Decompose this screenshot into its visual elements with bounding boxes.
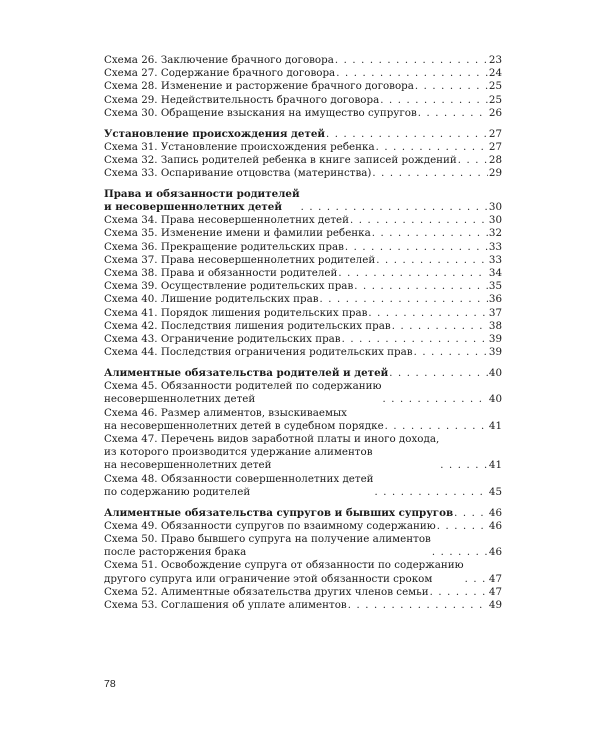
toc-entry[interactable]	[104, 380, 502, 406]
toc-entry-page: 23	[488, 54, 502, 66]
dot-leader	[338, 267, 488, 280]
toc-section-heading[interactable]	[104, 367, 502, 380]
toc-entry-page: 29	[488, 167, 502, 180]
toc-entry-title: Схема 30. Обращение взыскания на имущество супругов	[104, 106, 417, 119]
dot-leader	[415, 80, 488, 93]
toc-entry-title: Схема 49. Обязанности супругов по взаимному содержанию	[104, 519, 436, 532]
toc-entry[interactable]	[104, 94, 502, 107]
section-heading-title: Установление происхождения детей	[104, 127, 326, 140]
toc-entry-title: Схема 26. Заключение брачного договора	[104, 54, 334, 66]
toc-entry-page: 30	[488, 214, 502, 227]
table-of-contents	[104, 54, 502, 620]
dot-leader	[392, 320, 488, 333]
toc-entry[interactable]	[104, 307, 502, 320]
toc-entry-page: 27	[488, 140, 502, 153]
toc-entry-title: Схема 50. Право бывшего супруга на получение алиментов после расторжения брака	[104, 532, 431, 559]
section-heading-title: Алиментные обязательства родителей и детей	[104, 366, 389, 379]
toc-entry[interactable]	[104, 433, 502, 473]
dot-leader	[350, 214, 488, 227]
dot-leader	[454, 507, 488, 520]
toc-entry-title: Схема 45. Обязанности родителей по содержанию несовершеннолетних детей	[104, 380, 382, 406]
toc-entry[interactable]	[104, 586, 502, 599]
dot-leader	[376, 141, 488, 154]
toc-entry-page: 40	[488, 393, 502, 406]
toc-entry-title: Схема 44. Последствия ограничения родительских прав	[104, 346, 413, 359]
toc-entry[interactable]	[104, 320, 502, 333]
dot-leader	[437, 520, 488, 533]
toc-entry-title: Схема 38. Права и обязанности родителей	[104, 267, 338, 280]
toc-entry[interactable]	[104, 267, 502, 280]
toc-entry-title: Схема 41. Порядок лишения родительских прав	[104, 306, 368, 319]
page-number: 78	[104, 678, 116, 690]
dot-leader	[372, 227, 488, 240]
toc-entry[interactable]	[104, 280, 502, 293]
section-heading-title: Алиментные обязательства супругов и бывших супругов	[104, 506, 454, 519]
toc-entry-page: 45	[488, 485, 502, 498]
dot-leader	[336, 67, 488, 80]
section-heading-page: 27	[488, 127, 502, 140]
toc-section-heading[interactable]	[104, 128, 502, 141]
toc-entry[interactable]	[104, 333, 502, 346]
dot-leader	[368, 307, 487, 320]
toc-entry-page: 37	[488, 306, 502, 319]
toc-entry[interactable]	[104, 407, 502, 433]
dot-leader	[414, 346, 488, 359]
toc-entry-title: Схема 29. Недействительность брачного договора	[104, 93, 380, 106]
toc-entry[interactable]	[104, 67, 502, 80]
toc-section	[104, 188, 502, 360]
toc-entry-title: Схема 35. Изменение имени и фамилии ребенка	[104, 227, 371, 240]
toc-entry-page: 41	[488, 419, 502, 432]
toc-entry-title: Схема 48. Обязанности совершеннолетних детей по содержанию родителей	[104, 472, 374, 498]
toc-section	[104, 367, 502, 499]
toc-section	[104, 507, 502, 613]
toc-entry-page: 47	[488, 572, 502, 585]
toc-entry[interactable]	[104, 533, 502, 559]
toc-entry-page: 32	[488, 227, 502, 240]
toc-entry-page: 41	[488, 459, 502, 472]
toc-entry-title: Схема 32. Запись родителей ребенка в книге записей рождений	[104, 153, 457, 166]
dot-leader	[418, 107, 488, 120]
toc-entry[interactable]	[104, 241, 502, 254]
dot-leader	[348, 599, 488, 612]
toc-entry-page: 38	[488, 319, 502, 332]
toc-entry-title: Схема 53. Соглашения об уплате алиментов	[104, 598, 347, 611]
toc-entry[interactable]	[104, 107, 502, 120]
toc-entry-title: Схема 40. Лишение родительских прав	[104, 293, 319, 306]
toc-entry-page: 34	[488, 267, 502, 280]
toc-entry-title: Схема 39. Осуществление родительских прав	[104, 280, 354, 293]
toc-entry-page: 46	[488, 546, 502, 559]
dot-leader	[440, 459, 488, 472]
toc-entry-page: 33	[488, 240, 502, 253]
toc-entry[interactable]	[104, 473, 502, 499]
dot-leader	[375, 486, 488, 499]
toc-entry-page: 26	[488, 106, 502, 119]
toc-entry[interactable]	[104, 154, 502, 167]
toc-entry-title: Схема 43. Ограничение родительских прав	[104, 333, 341, 346]
toc-entry-title: Схема 51. Освобождение супруга от обязанности по содержанию другого супруга или ограничение этой обязанности сроком	[104, 559, 464, 585]
toc-entry-title: Схема 52. Алиментные обязательства других членов семьи	[104, 585, 429, 598]
dot-leader	[380, 94, 488, 107]
dot-leader	[458, 154, 488, 167]
dot-leader	[326, 128, 488, 141]
toc-entry-title: Схема 36. Прекращение родительских прав	[104, 240, 344, 253]
section-heading-page: 30	[488, 201, 502, 214]
toc-section-heading[interactable]	[104, 188, 502, 214]
toc-entry-title: Схема 42. Последствия лишения родительских прав	[104, 319, 391, 332]
toc-entry-page: 25	[488, 93, 502, 106]
toc-entry-page: 24	[488, 67, 502, 80]
toc-entry[interactable]	[104, 346, 502, 359]
toc-entry-page: 35	[488, 280, 502, 293]
toc-entry[interactable]	[104, 167, 502, 180]
toc-entry-page: 28	[488, 153, 502, 166]
dot-leader	[385, 420, 488, 433]
toc-section	[104, 54, 502, 120]
dot-leader	[376, 254, 488, 267]
toc-entry-title: Схема 27. Содержание брачного договора	[104, 67, 336, 80]
toc-section-heading[interactable]	[104, 507, 502, 520]
toc-entry[interactable]	[104, 141, 502, 154]
toc-entry-page: 25	[488, 80, 502, 93]
toc-entry-title: Схема 46. Размер алиментов, взыскиваемых на несовершеннолетних детей в судебном порядке	[104, 406, 384, 432]
toc-entry[interactable]	[104, 227, 502, 240]
dot-leader	[320, 293, 488, 306]
toc-entry[interactable]	[104, 293, 502, 306]
toc-entry[interactable]	[104, 254, 502, 267]
dot-leader	[372, 167, 487, 180]
dot-leader	[465, 573, 488, 586]
toc-entry[interactable]	[104, 214, 502, 227]
dot-leader	[345, 241, 488, 254]
dot-leader	[430, 586, 488, 599]
toc-entry-page: 33	[488, 253, 502, 266]
dot-leader	[389, 367, 488, 380]
toc-entry-page: 39	[488, 333, 502, 346]
toc-entry-title: Схема 37. Права несовершеннолетних родителей	[104, 253, 376, 266]
toc-entry-page: 36	[488, 293, 502, 306]
toc-entry-title: Схема 34. Права несовершеннолетних детей	[104, 214, 349, 227]
dot-leader	[301, 201, 488, 214]
toc-entry[interactable]	[104, 80, 502, 93]
toc-entry[interactable]	[104, 520, 502, 533]
toc-entry-title: Схема 47. Перечень видов заработной платы и иного дохода, из которого производится удержание алиментов на несовершеннолетних детей	[104, 432, 440, 472]
section-heading-title: Права и обязанности родителей и несовершеннолетних детей	[104, 187, 300, 214]
toc-entry-title: Схема 28. Изменение и расторжение брачного договора	[104, 80, 414, 93]
toc-entry[interactable]	[104, 54, 502, 67]
dot-leader	[432, 546, 488, 559]
toc-entry-page: 39	[488, 346, 502, 359]
toc-entry-page: 49	[488, 598, 502, 611]
toc-section	[104, 128, 502, 181]
section-heading-page: 46	[488, 506, 502, 519]
dot-leader	[335, 54, 488, 67]
toc-entry-page: 47	[488, 585, 502, 598]
toc-entry[interactable]	[104, 599, 502, 612]
toc-entry[interactable]	[104, 559, 502, 585]
toc-entry-page: 46	[488, 519, 502, 532]
toc-entry-title: Схема 31. Установление происхождения ребенка	[104, 140, 375, 153]
toc-entry-title: Схема 33. Оспаривание отцовства (материнства)	[104, 167, 372, 180]
dot-leader	[354, 280, 488, 293]
dot-leader	[342, 333, 488, 346]
dot-leader	[382, 393, 487, 406]
section-heading-page: 40	[488, 366, 502, 379]
